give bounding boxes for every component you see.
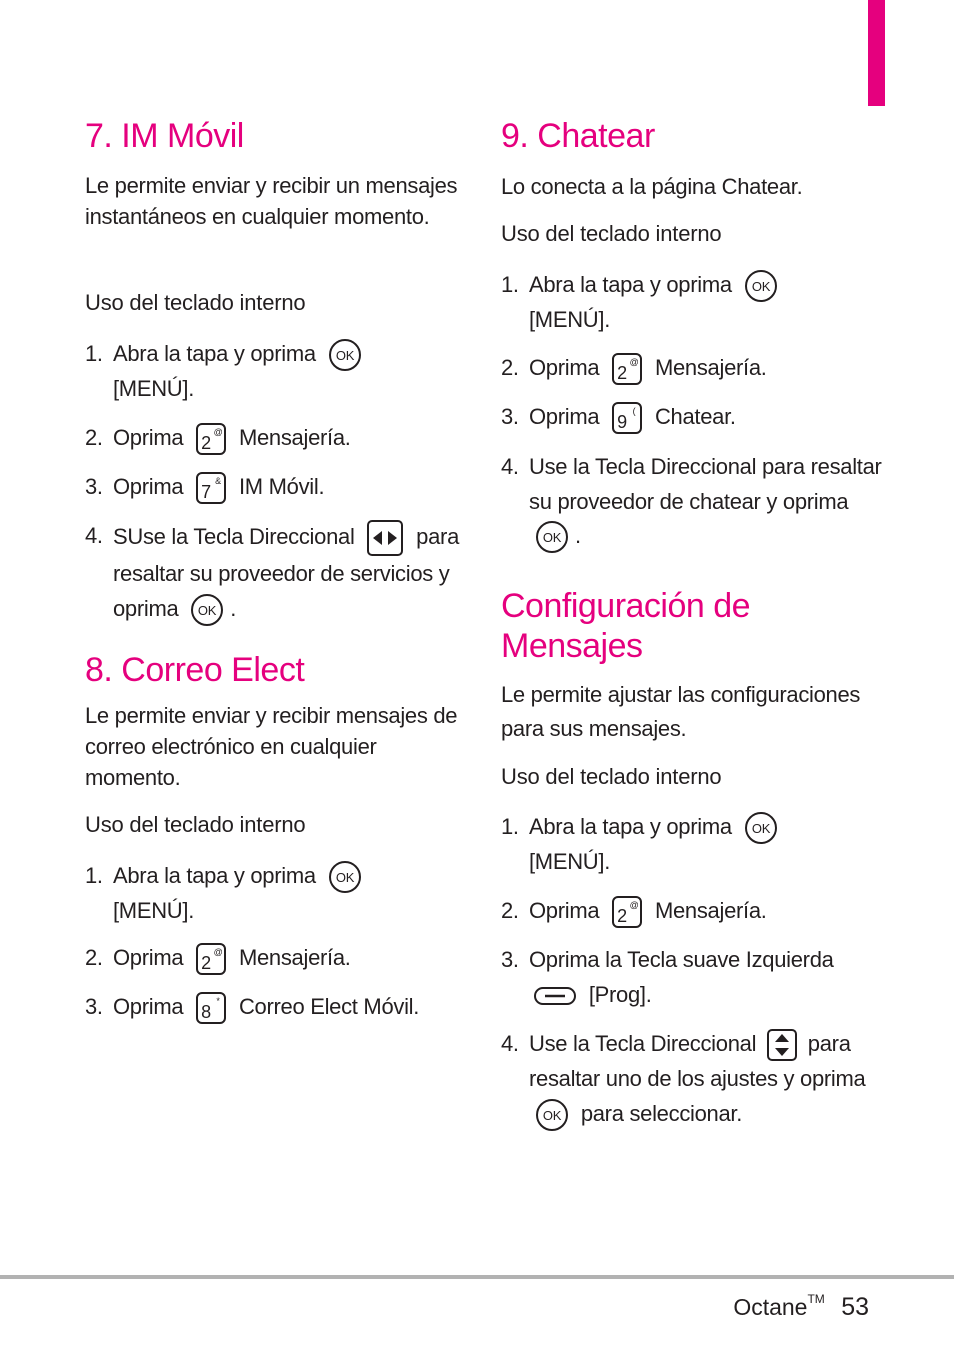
svg-text:2: 2	[617, 363, 627, 384]
subheading: Uso del teclado interno	[501, 764, 722, 789]
step-item: 3. Oprima 7 & IM Móvil.	[85, 470, 475, 505]
svg-text:OK: OK	[542, 530, 562, 546]
section-title-chatear: 9. Chatear	[501, 117, 655, 155]
ok-button-icon	[328, 338, 362, 372]
svg-text:8: 8	[201, 1002, 211, 1023]
up-down-arrows-icon	[766, 1028, 798, 1062]
section-intro: Le permite enviar y recibir un mensajes instantáneos en cualquier momento.	[85, 173, 458, 229]
key-9-icon	[611, 401, 643, 435]
page-number: 53	[841, 1293, 869, 1321]
step-item: 3. Oprima la Tecla suave Izquierda [Prog].	[501, 947, 834, 1007]
step-item: 2. Oprima 2 @ Mensajería.	[501, 351, 891, 386]
key-7-icon	[195, 471, 227, 505]
trademark: TM	[807, 1292, 825, 1306]
left-soft-key-icon	[533, 986, 577, 1006]
step-item: 4. SUse la Tecla Direccional para resaltar su proveedor de servicios y oprima OK .	[85, 519, 475, 627]
ok-button-icon	[328, 860, 362, 894]
step-item: 1. Abra la tapa y oprima OK [MENÚ].	[85, 859, 475, 929]
ok-button-icon	[190, 593, 224, 627]
svg-text:7: 7	[201, 482, 211, 503]
subheading: Uso del teclado interno	[85, 290, 306, 315]
left-right-arrows-icon	[366, 519, 404, 557]
section-intro: Le permite ajustar las configuraciones para sus mensajes.	[501, 682, 861, 741]
svg-text:*: *	[216, 996, 220, 1007]
svg-text:2: 2	[201, 433, 211, 454]
svg-text:&: &	[215, 476, 221, 487]
key-2-icon	[195, 942, 227, 976]
page-footer	[733, 1290, 869, 1324]
step-item: 4. Use la Tecla Direccional para resaltar uno de los ajustes y oprima OK para seleccionar.	[501, 1027, 891, 1132]
svg-text:@: @	[213, 947, 223, 958]
svg-text:OK: OK	[198, 602, 217, 618]
key-2-icon	[611, 895, 643, 929]
svg-text:2: 2	[201, 953, 211, 974]
svg-text:OK: OK	[751, 821, 770, 837]
section-tab-marker	[868, 0, 885, 106]
svg-text:OK: OK	[542, 1107, 562, 1123]
ok-button-icon	[744, 269, 778, 303]
key-2-icon	[195, 422, 227, 456]
svg-text:@: @	[213, 427, 223, 438]
svg-text:(: (	[632, 406, 636, 417]
section-title-configuracion: Configuración de Mensajes	[501, 587, 751, 665]
svg-text:OK: OK	[335, 870, 354, 886]
svg-text:OK: OK	[751, 279, 770, 295]
step-item: 3. Oprima 9 ( Chatear.	[501, 400, 891, 435]
subheading: Uso del teclado interno	[501, 221, 722, 246]
section-intro: Le permite enviar y recibir mensajes de correo electrónico en cualquier momento.	[85, 703, 458, 790]
ok-button-icon	[744, 811, 778, 845]
key-8-icon	[195, 991, 227, 1025]
footer-rule	[0, 1275, 954, 1279]
key-2-icon	[611, 352, 643, 386]
ok-button-icon	[535, 1098, 569, 1132]
section-title-correo-elect: 8. Correo Elect	[85, 651, 305, 689]
step-item: 2. Oprima 2 @ Mensajería.	[85, 941, 475, 976]
section-title-im-movil: 7. IM Móvil	[85, 117, 244, 155]
subheading: Uso del teclado interno	[85, 812, 306, 837]
svg-text:@: @	[629, 357, 639, 368]
ok-button-icon	[535, 520, 569, 554]
svg-text:9: 9	[617, 412, 627, 433]
svg-text:@: @	[629, 900, 639, 911]
step-item: 1. Abra la tapa y oprima OK [MENÚ].	[501, 810, 891, 880]
step-item: 1. Abra la tapa y oprima OK [MENÚ].	[501, 268, 891, 338]
step-item: 4. Use la Tecla Direccional para resaltar su proveedor de chatear y oprima OK .	[501, 450, 891, 554]
svg-text:OK: OK	[335, 348, 354, 364]
step-item: 2. Oprima 2 @ Mensajería.	[501, 894, 891, 929]
section-intro: Lo conecta a la página Chatear.	[501, 174, 803, 199]
step-item: 2. Oprima 2 @ Mensajería.	[85, 421, 475, 456]
product-name: Octane	[733, 1294, 808, 1320]
step-item: 1. Abra la tapa y oprima OK [MENÚ].	[85, 337, 475, 407]
svg-text:2: 2	[617, 906, 627, 927]
step-item: 3. Oprima 8 * Correo Elect Móvil.	[85, 990, 475, 1025]
